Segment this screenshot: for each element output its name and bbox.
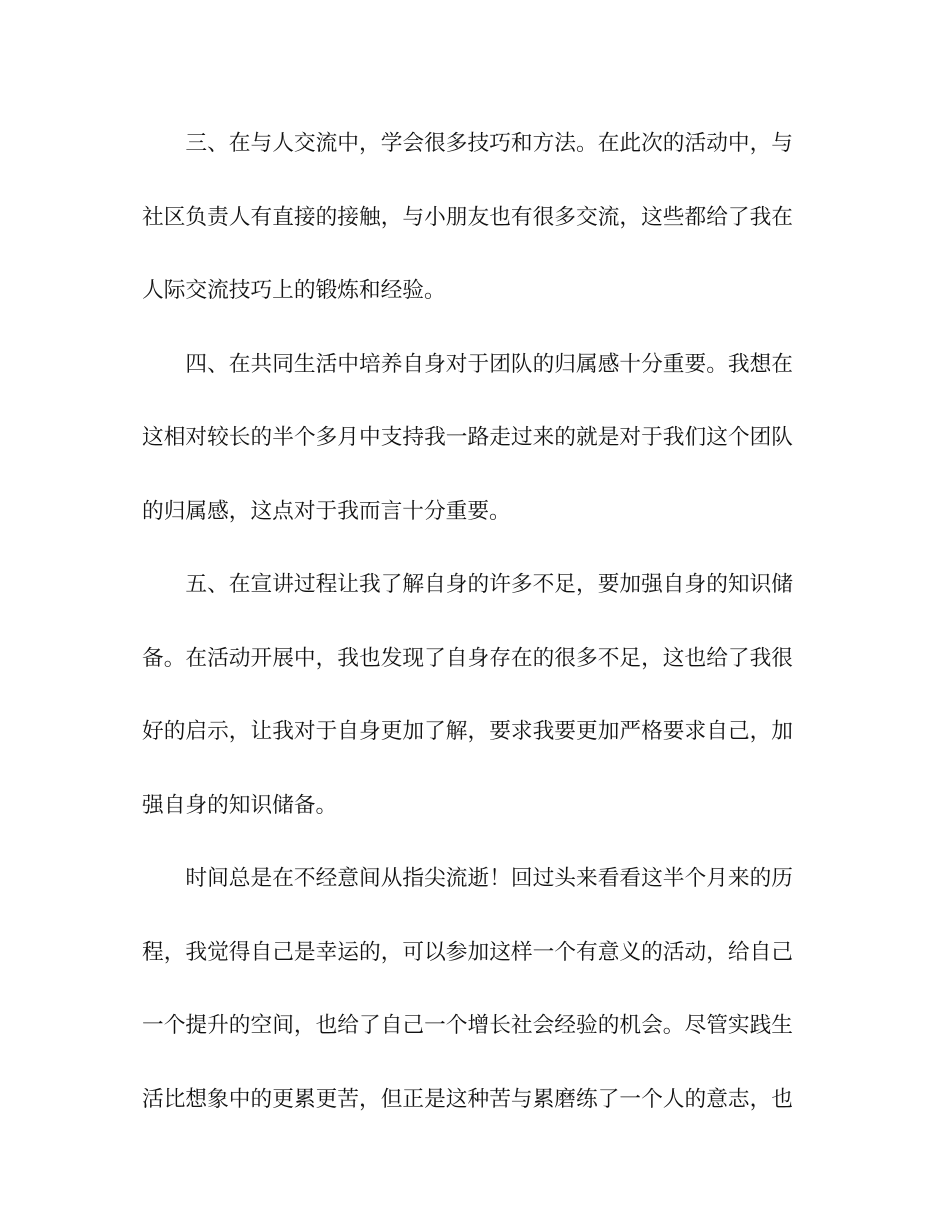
paragraph-line: 人际交流技巧上的锻炼和经验。 <box>142 278 446 303</box>
paragraph-line: 三、在与人交流中，学会很多技巧和方法。在此次的活动中，与 <box>185 131 793 156</box>
paragraph-line: 五、在宣讲过程让我了解自身的许多不足，要加强自身的知识储 <box>185 572 793 597</box>
paragraph-line: 好的启示，让我对于自身更加了解，要求我要更加严格要求自己，加 <box>142 719 793 744</box>
paragraph-conclusion <box>142 852 793 1146</box>
paragraph-line: 四、在共同生活中培养自身对于团队的归属感十分重要。我想在 <box>185 351 793 377</box>
paragraph-4 <box>142 338 793 559</box>
paragraph-line: 强自身的知识储备。 <box>142 792 338 818</box>
paragraph-line: 一个提升的空间，也给了自己一个增长社会经验的机会。尽管实践生 <box>142 1013 793 1038</box>
paragraph-line: 这相对较长的半个多月中支持我一路走过来的就是对于我们这个团队 <box>142 425 793 450</box>
paragraph-5 <box>142 558 793 852</box>
paragraph-line: 备。在活动开展中，我也发现了自身存在的很多不足，这也给了我很 <box>142 645 793 671</box>
paragraph-3 <box>142 117 793 338</box>
paragraph-line: 时间总是在不经意间从指尖流逝！回过头来看看这半个月来的历 <box>185 866 793 891</box>
paragraph-line: 活比想象中的更累更苦，但正是这种苦与累磨练了一个人的意志，也 <box>142 1086 793 1112</box>
paragraph-line: 社区负责人有直接的接触，与小朋友也有很多交流，这些都给了我在 <box>142 204 793 230</box>
paragraph-line: 的归属感，这点对于我而言十分重要。 <box>142 498 511 524</box>
document-body <box>142 117 793 1146</box>
paragraph-line: 程，我觉得自己是幸运的，可以参加这样一个有意义的活动，给自己 <box>142 939 793 965</box>
